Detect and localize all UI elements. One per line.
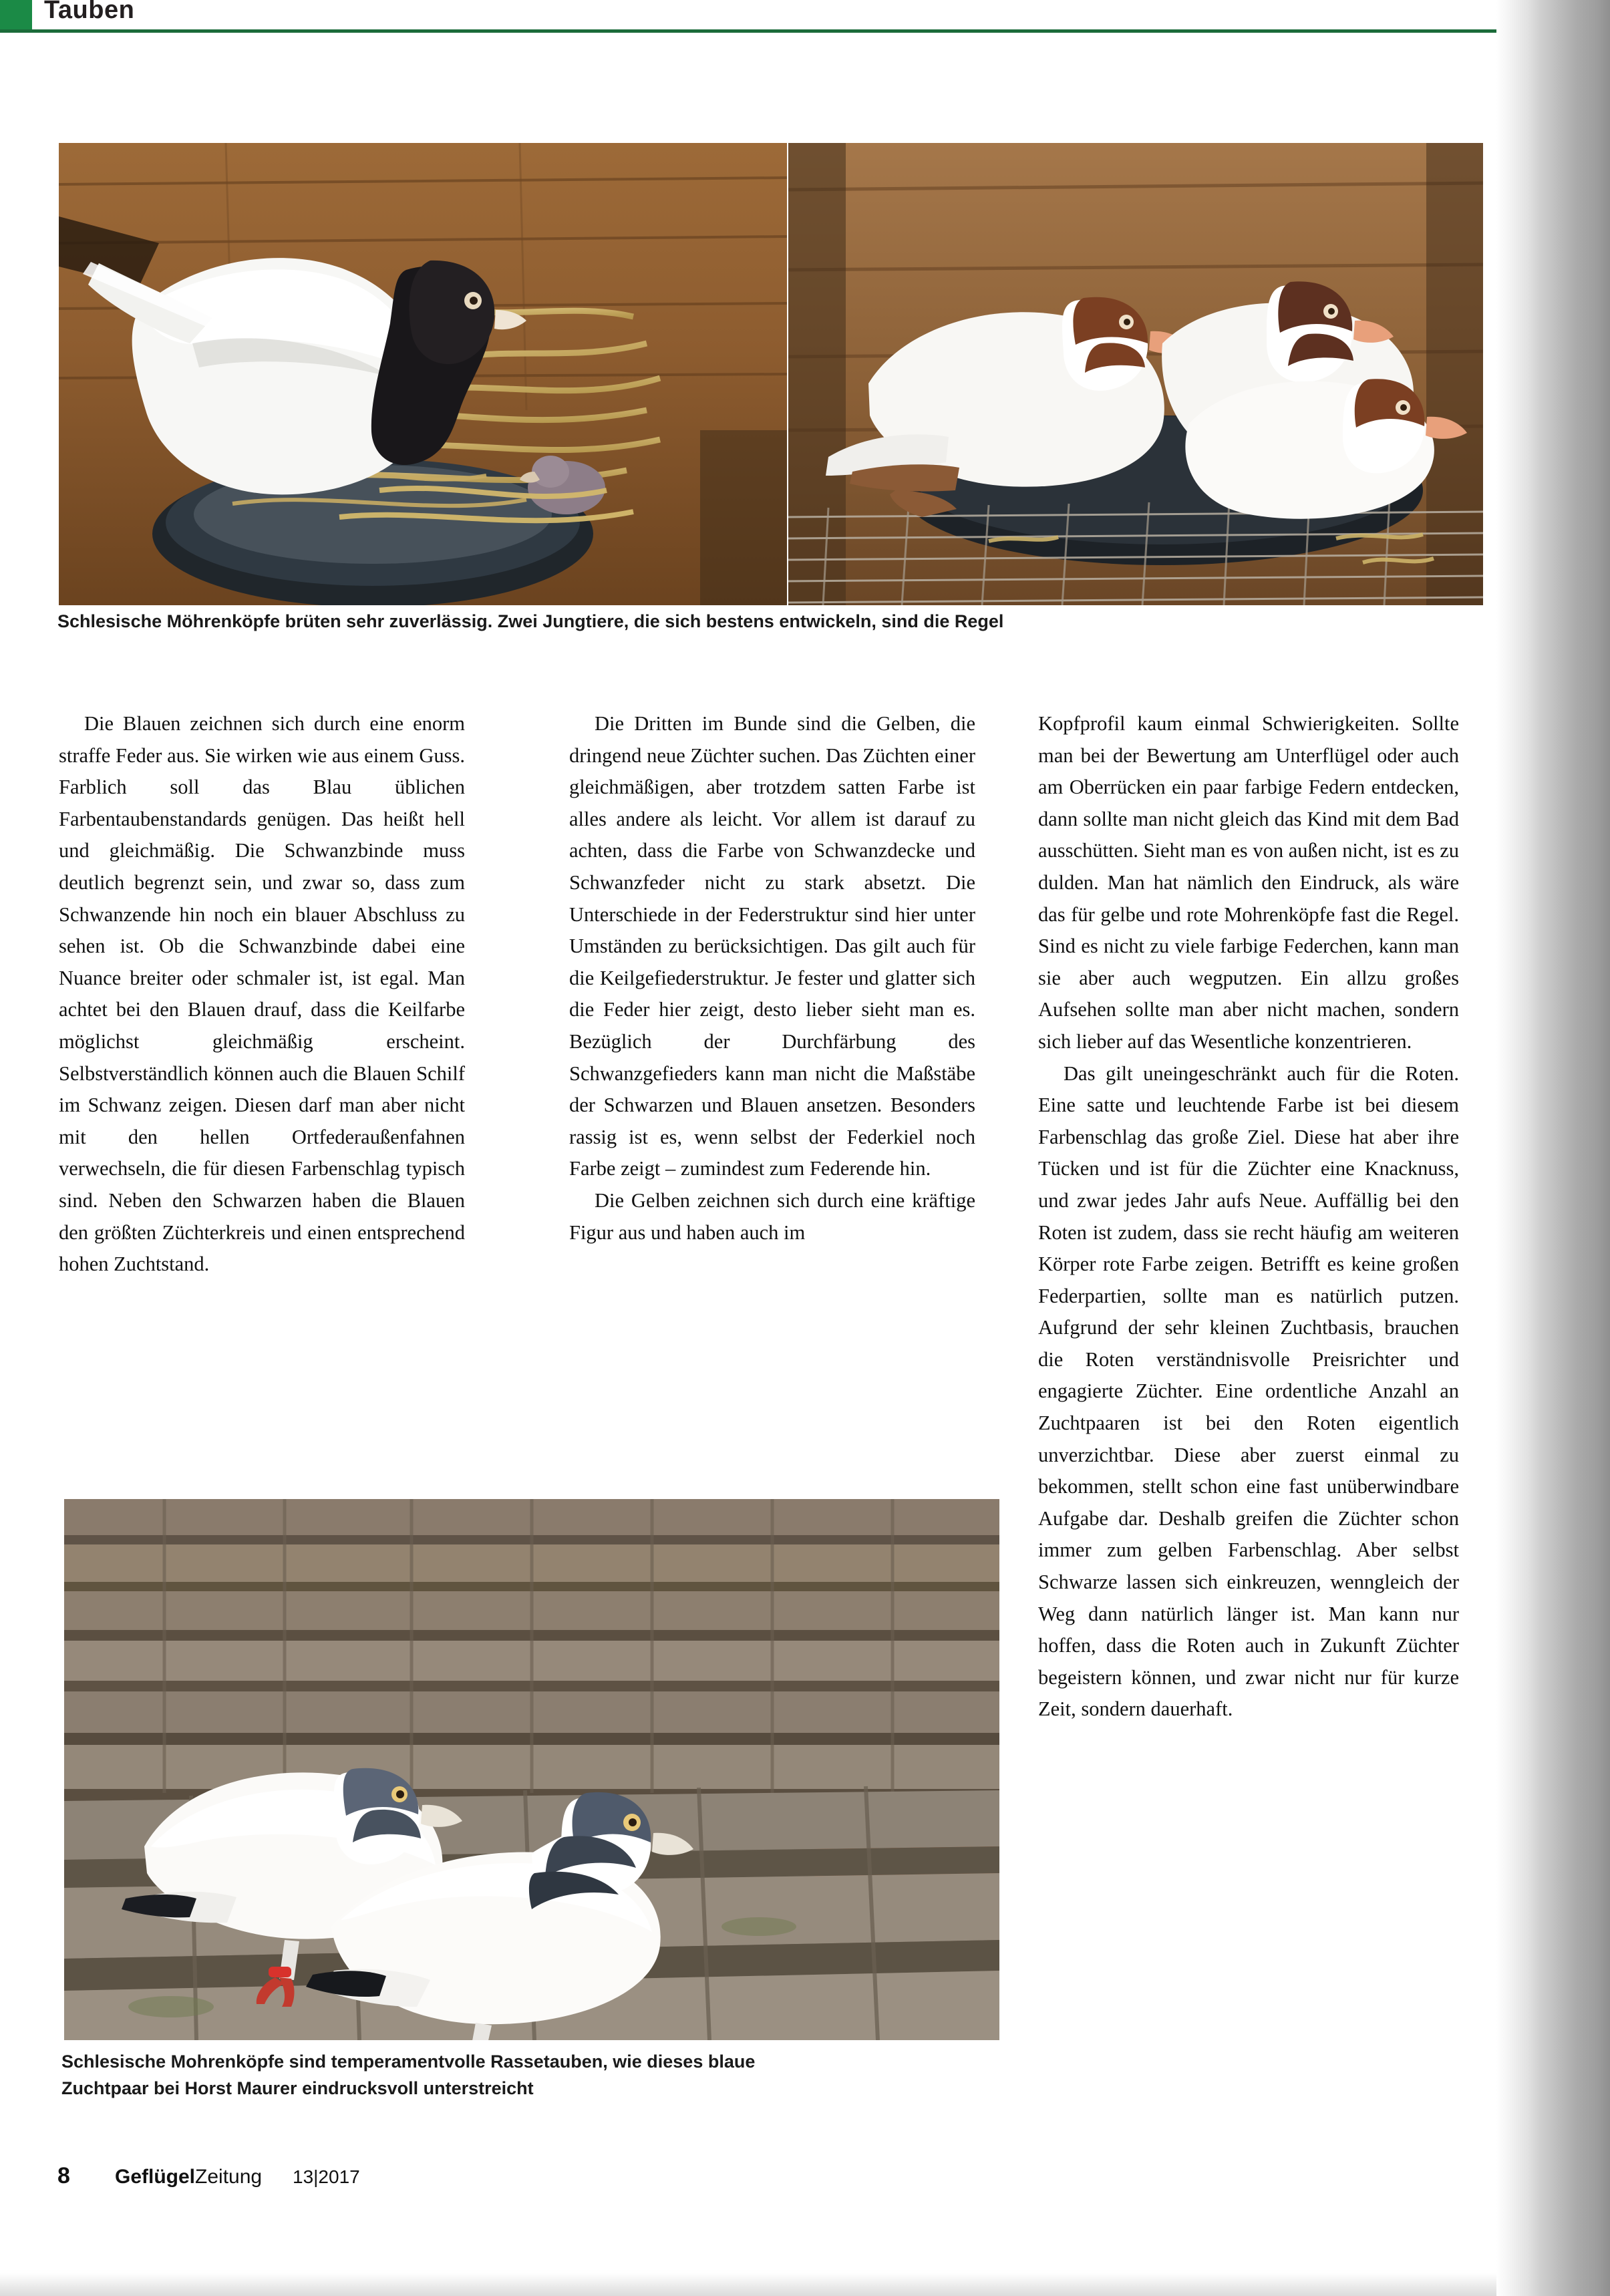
caption-bottom	[61, 2048, 1010, 2102]
paragraph: Die Dritten im Bunde sind die Gelben, die dringend neue Züchter suchen. Das Züchten einer gleichmäßigen, aber trotzdem satten Farbe ist alles andere als leicht. Vor allem ist darauf zu achten, dass die Farbe von Schwanzdecke und Schwanzfeder nicht zu stark absetzt. Die Unterschiede in der Federstruktur sind hier unter Umständen zu berücksichtigen. Das gilt auch für die Keilgefiederstruktur. Je fester und glatter sich die Feder hier zeigt, desto lieber sieht man es. Bezüglich der Durchfärbung des Schwanzgefieders kann man nicht die Maßstäbe der Schwarzen und Blauen ansetzen. Besonders rassig ist es, wenn selbst der Federkiel noch Farbe zeigt – zumindest zum Federende hin.	[569, 712, 975, 1180]
page-footer	[57, 2163, 993, 2194]
page-edge-shadow	[1496, 0, 1610, 2296]
header-accent-square	[0, 0, 32, 29]
paragraph: Die Blauen zeichnen sich durch eine enorm straffe Feder aus. Sie wirken wie aus einem Guss. Farblich soll das Blau üblichen Farbentaubenstandards genügen. Das heißt hell und gleichmäßig. Die Schwanzbinde muss deutlich begrenzt sein, und zwar so, dass zum Schwanzende hin noch ein blauer Abschluss zu sehen ist. Ob die Schwanzbinde dabei eine Nuance breiter oder schmaler ist, ist egal. Man achtet bei den Blauen drauf, dass die Keilfarbe möglichst gleichmäßig erscheint. Selbstverständlich können auch die Blauen Schilf im Schwanz zeigen. Diesen darf man aber nicht mit den hellen Ortfederaußenfahnen verwechseln, die für diesen Farbenschlag typisch sind. Neben den Schwarzen haben die Blauen den größten Züchterkreis und einen entsprechend hohen Zuchtstand.	[59, 712, 465, 1276]
page-header	[0, 0, 1496, 39]
caption-bottom-line-1: Schlesische Mohrenköpfe sind temperamentvolle Rassetauben, wie dieses blaue	[61, 2052, 756, 2072]
photo-roof-pair-art	[64, 1499, 999, 2040]
footer-brand	[115, 2166, 262, 2188]
photo-brooding-left-art	[59, 143, 787, 605]
photo-brooding-left	[59, 143, 787, 605]
footer-issue: 13|2017	[293, 2166, 360, 2187]
body-column-2	[569, 708, 975, 1249]
page-bottom-shade	[0, 2273, 1496, 2296]
body-column-3	[1038, 708, 1459, 1726]
photo-brooding-right-art	[788, 143, 1483, 605]
page-title: Tauben	[44, 0, 135, 24]
caption-bottom-line-2: Zuchtpaar bei Horst Maurer eindrucksvoll unterstreicht	[61, 2078, 534, 2098]
caption-top: Schlesische Möhrenköpfe brüten sehr zuverlässig. Zwei Jungtiere, die sich bestens entwickeln, sind die Regel	[57, 611, 1004, 631]
paragraph: Das gilt uneingeschränkt auch für die Roten. Eine satte und leuchtende Farbe ist bei diesem Farbenschlag das große Ziel. Diese hat aber ihre Tücken und ist für die Züchter eine Knacknuss, und zwar jedes Jahr aufs Neue. Auffällig bei den Roten ist zudem, dass sie recht häufig am weiteren Körper rote Farbe zeigen. Betrifft es keine großen Federpartien, sollte man es natürlich putzen. Aufgrund der sehr kleinen Zuchtbasis, brauchen die Roten verständnisvolle Preisrichter und engagierte Züchter. Eine ordentliche Anzahl an Zuchtpaaren ist bei den Roten eigentlich unverzichtbar. Diese aber zuerst einmal zu bekommen, stellt schon eine fast unüberwindbare Aufgabe dar. Deshalb greifen die Züchter schon immer zum gelben Farbenschlag. Aber selbst Schwarze lassen sich einkreuzen, wenngleich der Weg dann natürlich länger ist. Man kann nur hoffen, dass die Roten auch in Zukunft Züchter begeistern können, und zwar nicht nur für kurze Zeit, sondern dauerhaft.	[1038, 1061, 1459, 1721]
header-rule	[0, 29, 1496, 33]
photo-roof-pair	[64, 1499, 999, 2040]
paragraph: Die Gelben zeichnen sich durch eine kräftige Figur aus und haben auch im	[569, 1188, 975, 1244]
body-column-1	[59, 708, 465, 1281]
paragraph: Kopfprofil kaum einmal Schwierigkeiten. Sollte man bei der Bewertung am Unterflügel oder auch am Oberrücken ein paar farbige Federn entdecken, dann sollte man nicht gleich das Kind mit dem Bad ausschütten. Sieht man es von außen nicht, ist es zu dulden. Man hat nämlich den Eindruck, als wäre das für gelbe und rote Mohrenköpfe fast die Regel. Sind es nicht zu viele farbige Federchen, kann man sie aber auch wegputzen. Ein allzu großes Aufsehen sollte man aber nicht machen, sondern sich lieber auf das Wesentliche konzentrieren.	[1038, 712, 1459, 1053]
folio-page-number: 8	[57, 2163, 70, 2188]
footer-brand-light: Zeitung	[195, 2166, 263, 2188]
footer-brand-bold: Geflügel	[115, 2166, 196, 2188]
photo-brooding-right	[788, 143, 1483, 605]
